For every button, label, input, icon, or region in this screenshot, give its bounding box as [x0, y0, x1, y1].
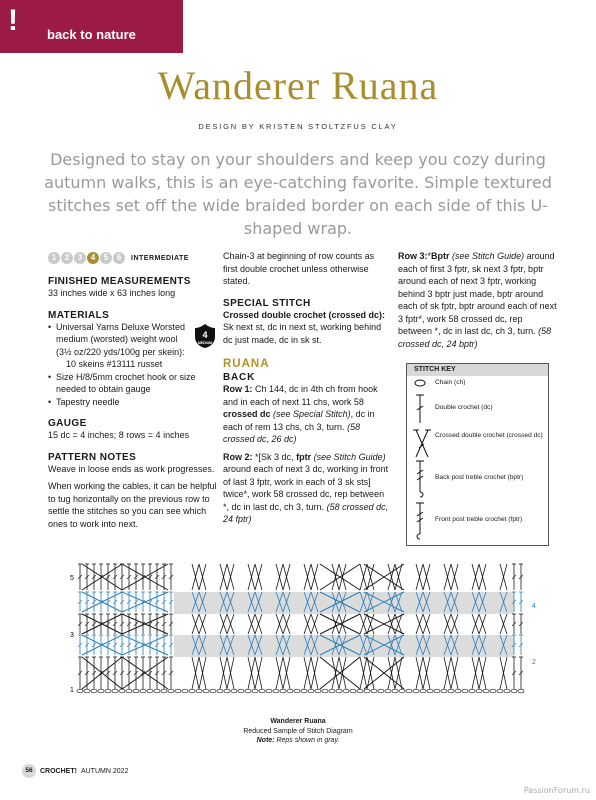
diagram-caption — [0, 717, 596, 746]
chain-stitch — [308, 689, 314, 693]
caption-title: Wanderer Ruana — [270, 718, 326, 725]
chain-stitch — [91, 689, 97, 693]
chain-stitch — [182, 689, 188, 693]
skill-dot-6: 6 — [113, 252, 125, 264]
measurements-heading: FINISHED MEASUREMENTS — [48, 276, 191, 287]
skill-dot-3: 3 — [74, 252, 86, 264]
chain-stitch — [350, 689, 356, 693]
chain-stitch — [413, 689, 419, 693]
chain-stitch — [175, 689, 181, 693]
repeat-band-row-4 — [174, 592, 514, 614]
skill-dot-4: 4 — [87, 252, 99, 264]
chain-stitch — [364, 689, 370, 693]
chain-stitch — [399, 689, 405, 693]
row-3: Row 3:*Bptr (see Stitch Guide) around each of first 3 fptr, sk next 3 fptr, bptr around each of next 3 fptr, working behind 3 bptr just made, bptr around each of sk fptr, bptr around each of next 3 fptr*, work 58 crossed dc, rep between *, dc in last dc, ch 3, turn. (58 crossed dc, 24 bptr) — [398, 251, 557, 349]
caption-note-label: Note: — [256, 737, 275, 744]
double-crochet-symbol-icon — [413, 394, 427, 424]
chain-stitch — [252, 689, 258, 693]
chain-stitch — [168, 689, 174, 693]
repeat-band-row-2 — [174, 635, 514, 657]
pattern-note-3: Chain-3 at beginning of row counts as first double crochet unless otherwise stated. — [223, 251, 375, 286]
chain-stitch — [301, 689, 307, 693]
caption-subtitle: Reduced Sample of Stitch Diagram — [243, 727, 353, 735]
issue-name: AUTUMN 2022 — [80, 767, 129, 775]
chain-stitch — [119, 689, 125, 693]
yarn-weight-word: MEDIUM — [197, 340, 213, 345]
row-1: Row 1: Ch 144, dc in 4th ch from hook and in each of next 11 chs, work 58 crossed dc (see Special Stitch), dc in each of rem 13 chs, ch 3, turn. (58 crossed dc, 26 dc) — [223, 384, 378, 444]
chain-stitch — [84, 689, 90, 693]
special-stitch-heading: SPECIAL STITCH — [223, 297, 311, 309]
back-heading: BACK — [223, 372, 256, 383]
row-number-2: 2 — [532, 659, 536, 666]
chain-stitch — [427, 689, 433, 693]
yarn-weight-icon — [194, 323, 216, 349]
materials-list — [48, 321, 220, 409]
chain-stitch — [441, 689, 447, 693]
yarn-weight-number: 4 — [202, 329, 208, 340]
chain-stitch — [406, 689, 412, 693]
row-number-4: 4 — [532, 603, 536, 610]
special-stitch-name: Crossed double crochet (crossed dc): — [223, 309, 386, 320]
chain-stitch — [224, 689, 230, 693]
chain-stitch — [357, 689, 363, 693]
bptr-symbol-icon — [413, 460, 427, 498]
page-footer — [22, 764, 128, 778]
page-title: Wanderer Ruana — [157, 63, 439, 108]
chain-stitch — [490, 689, 496, 693]
material-hook: • Size H/8/5mm crochet hook or size needed to obtain gauge — [48, 371, 220, 396]
chain-stitch — [133, 689, 139, 693]
chain-stitch — [448, 689, 454, 693]
material-needle: • Tapestry needle — [48, 396, 220, 409]
caption-note: Reps shown in gray. — [276, 737, 340, 744]
chain-stitch — [511, 689, 517, 693]
watermark: PassionForum.ru — [523, 786, 590, 795]
row-number-5: 5 — [70, 575, 74, 582]
designer-credit: DESIGN BY KRISTEN STOLTZFUS CLAY — [198, 122, 398, 131]
chain-stitch — [483, 689, 489, 693]
pattern-note-2: When working the cables, it can be helpful to tug horizontally on the previous row to settle the stitches so you can see which ones to work into next. — [48, 481, 217, 529]
section-label: back to nature — [47, 27, 136, 42]
chain-stitch — [392, 689, 398, 693]
chain-symbol-icon — [413, 378, 427, 388]
row-number-3: 3 — [70, 632, 74, 639]
skill-level — [48, 250, 220, 266]
chain-stitch — [266, 689, 272, 693]
stitch-diagram-svg — [64, 560, 542, 697]
chain-stitch — [231, 689, 237, 693]
chain-stitch — [322, 689, 328, 693]
chain-stitch — [98, 689, 104, 693]
special-stitch-text: Sk next st, dc in next st, working behind dc just made, dc in sk st. — [223, 322, 382, 345]
chain-stitch — [196, 689, 202, 693]
chain-stitch — [273, 689, 279, 693]
chain-stitch — [245, 689, 251, 693]
chain-stitch — [112, 689, 118, 693]
chain-stitch — [343, 689, 349, 693]
ruana-heading: RUANA — [223, 358, 270, 370]
page-number: 56 — [22, 764, 36, 778]
chain-stitch — [147, 689, 153, 693]
skill-dot-5: 5 — [100, 252, 112, 264]
chain-stitch — [217, 689, 223, 693]
gauge-text: 15 dc = 4 inches; 8 rows = 4 inches — [48, 430, 190, 440]
chain-stitch — [518, 689, 524, 693]
exclamation-icon: ! — [8, 4, 18, 37]
chain-stitch — [497, 689, 503, 693]
pattern-notes-heading: PATTERN NOTES — [48, 451, 137, 463]
chain-stitch — [462, 689, 468, 693]
chain-stitch — [476, 689, 482, 693]
chain-stitch — [385, 689, 391, 693]
chain-stitch — [77, 689, 83, 693]
chain-stitch — [329, 689, 335, 693]
chain-stitch — [315, 689, 321, 693]
stitch-key-heading: STITCH KEY — [407, 364, 548, 376]
stitch-diagram — [64, 560, 542, 697]
section-tab — [0, 0, 183, 53]
skill-dot-2: 2 — [61, 252, 73, 264]
material-yarn: • Universal Yarns Deluxe Worsted medium (worsted) weight wool (3½ oz/220 yds/100g per skein): — [48, 321, 194, 359]
chain-stitch — [455, 689, 461, 693]
chain-stitch — [336, 689, 342, 693]
chain-stitch — [294, 689, 300, 693]
chain-stitch — [259, 689, 265, 693]
chain-stitch — [189, 689, 195, 693]
intro-text: Designed to stay on your shoulders and keep you cozy during autumn walks, this is an eye-catching favorite. Simple textured stitches set off the wide braided border on each side of this U-shaped wrap. — [44, 150, 552, 238]
crossed-dc-symbol-icon — [413, 428, 431, 458]
chain-stitch — [140, 689, 146, 693]
chain-stitch — [126, 689, 132, 693]
chain-stitch — [371, 689, 377, 693]
chain-stitch — [154, 689, 160, 693]
chain-stitch — [420, 689, 426, 693]
row-2: Row 2: *[Sk 3 dc, fptr (see Stitch Guide) around each of next 3 dc, working in front of last 3 fptr, work in each of 3 sk sts] twice*, work 58 crossed dc, rep between *, dc in last dc, ch 3, turn. (58 crossed dc, 24 fptr) — [223, 451, 389, 524]
stitch-key: STITCH KEY Chain (ch) Double crochet (dc) Crossed double crochet (crossed dc) Back post treble crochet (bptr) Front post treble crochet (fptr) — [406, 363, 549, 546]
chain-stitch — [210, 689, 216, 693]
skill-label: INTERMEDIATE — [131, 254, 189, 262]
magazine-name: CROCHET! — [40, 767, 77, 775]
chain-stitch — [105, 689, 111, 693]
chain-stitch — [469, 689, 475, 693]
chain-stitch — [504, 689, 510, 693]
chain-stitch — [203, 689, 209, 693]
chain-stitch — [280, 689, 286, 693]
measurements-text: 33 inches wide x 63 inches long — [48, 288, 176, 298]
pattern-note-1: Weave in loose ends as work progresses. — [48, 463, 215, 474]
skill-dot-1: 1 — [48, 252, 60, 264]
column-right — [398, 250, 558, 350]
chain-stitch — [434, 689, 440, 693]
gauge-heading: GAUGE — [48, 418, 87, 429]
row-number-1: 1 — [70, 687, 74, 694]
fptr-symbol-icon — [413, 502, 427, 540]
chain-stitch — [238, 689, 244, 693]
materials-heading: MATERIALS — [48, 309, 110, 321]
material-yarn-amount: 10 skeins #13111 russet — [66, 359, 163, 369]
chain-stitch — [287, 689, 293, 693]
chain-stitch — [161, 689, 167, 693]
chain-stitch — [378, 689, 384, 693]
column-middle — [223, 250, 391, 526]
column-left — [48, 250, 220, 530]
